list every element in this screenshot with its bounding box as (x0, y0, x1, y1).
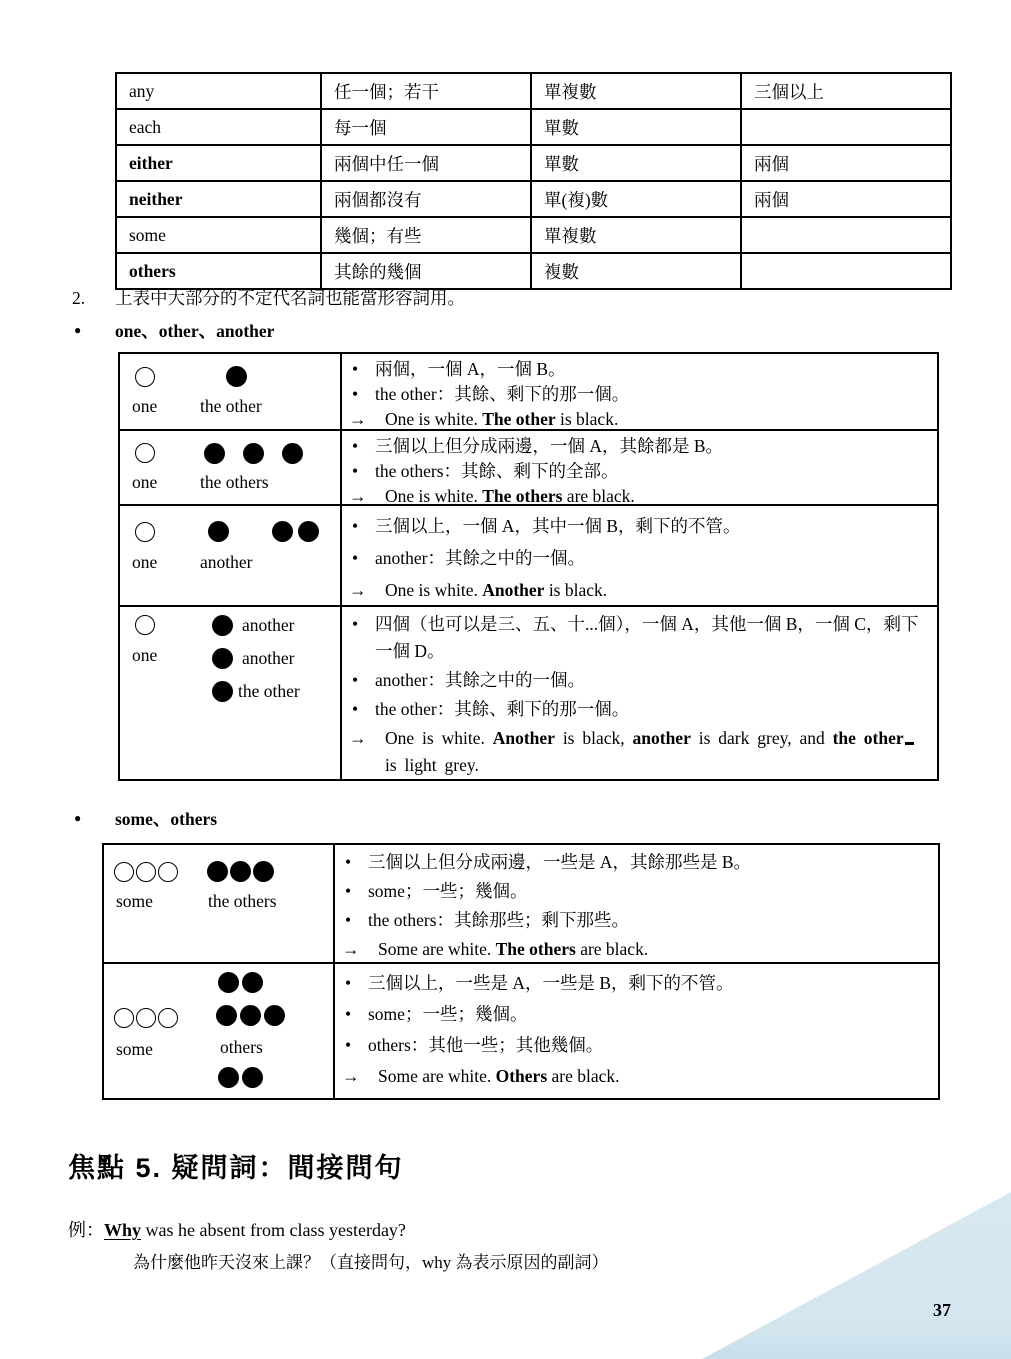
section-title-some-others (74, 806, 217, 831)
table-row (104, 845, 938, 964)
black-dot-icon (218, 972, 239, 993)
bullet-icon: • (352, 699, 359, 719)
bullet-icon: • (352, 670, 359, 690)
bullet-line (352, 434, 931, 459)
black-dot-icon (243, 443, 264, 464)
pronoun-scope: 兩個 (741, 181, 951, 217)
pronoun-meaning: 其餘的幾個 (321, 253, 531, 289)
white-circle-icon (135, 615, 155, 635)
arrow-icon: → (349, 486, 367, 504)
sentence-segment: One is white. (385, 728, 493, 748)
sentence-segment: is black, (554, 728, 633, 748)
diagram-label: one (132, 472, 158, 492)
bullet-text: another：其餘之中的一個。 (375, 670, 585, 690)
bullet-line (345, 849, 932, 876)
pronoun-word: some (116, 217, 321, 253)
explanation-cell (342, 354, 937, 429)
black-dot-icon (212, 648, 233, 669)
bullet-icon: • (352, 516, 359, 536)
pronoun-number: 單複數 (531, 73, 741, 109)
example-translation: 為什麼他昨天沒來上課？（直接問句，why 為表示原因的副詞） (133, 1253, 609, 1272)
arrow-line (349, 407, 931, 429)
pronoun-number: 複數 (531, 253, 741, 289)
diagram-cell (104, 964, 335, 1098)
black-dot-icon (230, 861, 251, 882)
black-dot-icon (204, 443, 225, 464)
indefinite-pronoun-table (115, 72, 952, 290)
black-dot-icon (212, 615, 233, 636)
bullet-text: some；一些；幾個。 (368, 1004, 528, 1024)
corner-decoration (620, 1185, 1011, 1359)
white-circle-icon (114, 862, 134, 882)
bullet-line (352, 546, 931, 571)
white-circle-icon (114, 1008, 134, 1028)
bullet-text: the others：其餘、剩下的全部。 (375, 461, 619, 481)
bullet-line (345, 1031, 932, 1059)
explanation-cell (342, 607, 937, 779)
black-dot-icon (242, 1067, 263, 1088)
bullet-text: 三個以上但分成兩邊，一個 A，其餘都是 B。 (375, 436, 724, 456)
list-bullet-icon: ● (74, 323, 82, 337)
diagram-label: some (116, 1039, 153, 1059)
black-dot-icon (242, 972, 263, 993)
white-circle-icon (136, 862, 156, 882)
pronoun-meaning: 兩個都沒有 (321, 181, 531, 217)
one-other-another-table (118, 352, 939, 781)
bullet-icon: • (352, 614, 359, 634)
diagram-label: some (116, 891, 153, 911)
table-row (116, 253, 951, 289)
bullet-line (352, 611, 931, 665)
bullet-line (345, 1000, 932, 1028)
black-dot-icon (218, 1067, 239, 1088)
arrow-icon: → (349, 409, 367, 429)
sentence-segment: Some are white. (378, 1066, 496, 1086)
table-row (116, 109, 951, 145)
white-circle-icon (135, 443, 155, 463)
diagram-label: the other (200, 396, 262, 416)
example-sentence (385, 725, 931, 779)
black-dot-icon (298, 521, 319, 542)
bullet-icon: • (345, 910, 352, 930)
pronoun-scope (741, 109, 951, 145)
bullet-text: the other：其餘、剩下的那一個。 (375, 384, 630, 404)
diagram-label: another (242, 648, 295, 668)
table-row (116, 181, 951, 217)
sentence-segment: is dark grey, and (690, 728, 833, 748)
bullet-icon: • (352, 548, 359, 568)
sentence-segment: is black. (555, 409, 619, 429)
pronoun-word: either (116, 145, 321, 181)
diagram-label: one (132, 645, 158, 665)
black-dot-icon (207, 861, 228, 882)
bullet-icon: • (352, 359, 359, 379)
sentence-segment: are black. (547, 1066, 620, 1086)
explanation-cell (342, 506, 937, 605)
black-dot-icon (264, 1005, 285, 1026)
black-dot-icon (216, 1005, 237, 1026)
diagram-label: the others (200, 472, 269, 492)
table-row (116, 145, 951, 181)
arrow-line (349, 484, 931, 504)
explanation-cell (342, 431, 937, 504)
pronoun-word: each (116, 109, 321, 145)
arrow-line (342, 1062, 932, 1090)
sentence-segment-bold: Another (492, 728, 555, 748)
diagram-label: another (242, 615, 295, 635)
explanation-cell (335, 845, 938, 962)
bullet-line (352, 514, 931, 539)
diagram-label: the other (238, 681, 300, 701)
table-row (104, 964, 938, 1098)
bullet-icon: • (345, 881, 352, 901)
example-sentence (385, 484, 931, 504)
bullet-line (352, 667, 931, 694)
pronoun-number: 單(複)數 (531, 181, 741, 217)
bullet-text: 三個以上但分成兩邊，一些是 A，其餘那些是 B。 (368, 852, 752, 872)
sentence-segment-bold: The others (495, 939, 576, 959)
note-text: 上表中大部分的不定代名詞也能當形容詞用。 (115, 288, 465, 308)
arrow-line (349, 578, 931, 603)
note-number: 2. (72, 288, 86, 308)
section-title-one-other-another (74, 318, 274, 343)
sentence-segment-bold: another (632, 728, 691, 748)
table-row (120, 354, 937, 431)
underline-artifact (905, 742, 914, 745)
pronoun-word: any (116, 73, 321, 109)
black-dot-icon (253, 861, 274, 882)
sentence-segment: Some are white. (378, 939, 496, 959)
bullet-line (352, 696, 931, 723)
bullet-line (352, 357, 931, 382)
pronoun-scope (741, 217, 951, 253)
table-row (116, 73, 951, 109)
arrow-line (342, 936, 932, 962)
example-sentence (378, 936, 932, 962)
example-prefix: 例： (68, 1220, 104, 1240)
bullet-icon: • (352, 384, 359, 404)
example-rest: was he absent from class yesterday? (141, 1220, 406, 1240)
diagram-label: the others (208, 891, 277, 911)
pronoun-number: 單數 (531, 145, 741, 181)
example-keyword: Why (104, 1220, 142, 1240)
sentence-segment-bold: Others (495, 1066, 548, 1086)
sentence-segment-bold: Another (482, 580, 545, 600)
diagram-cell (104, 845, 335, 962)
pronoun-number: 單複數 (531, 217, 741, 253)
example-sentence (385, 407, 931, 429)
example-line (68, 1216, 406, 1242)
sentence-segment: is light grey. (385, 755, 479, 775)
sentence-segment: One is white. (385, 580, 483, 600)
bullet-line (345, 907, 932, 934)
bullet-icon: • (345, 973, 352, 993)
table-row (120, 607, 937, 779)
diagram-label: another (200, 552, 253, 572)
bullet-line (352, 459, 931, 484)
white-circle-icon (158, 1008, 178, 1028)
white-circle-icon (158, 862, 178, 882)
black-dot-icon (212, 681, 233, 702)
table-row (116, 217, 951, 253)
arrow-icon: → (349, 580, 367, 600)
example-sentence (385, 578, 931, 603)
sentence-segment-bold: the other (832, 728, 904, 748)
some-others-table (102, 843, 940, 1100)
white-circle-icon (136, 1008, 156, 1028)
page-number: 37 (933, 1300, 951, 1320)
section-title-text: some、others (115, 809, 218, 829)
bullet-text: 三個以上，一些是 A，一些是 B，剩下的不管。 (368, 973, 734, 993)
pronoun-meaning: 兩個中任一個 (321, 145, 531, 181)
pronoun-meaning: 每一個 (321, 109, 531, 145)
table-row (120, 431, 937, 506)
focus-heading: 焦點 5. 疑問詞：間接問句 (68, 1153, 404, 1183)
pronoun-scope: 三個以上 (741, 73, 951, 109)
section-title-text: one、other、another (115, 321, 275, 341)
example-sentence (378, 1062, 932, 1090)
list-bullet-icon: ● (74, 811, 82, 825)
arrow-icon: → (342, 939, 360, 959)
bullet-line (345, 878, 932, 905)
bullet-line (345, 969, 932, 997)
bullet-icon: • (345, 1035, 352, 1055)
white-circle-icon (135, 522, 155, 542)
table-row (120, 506, 937, 607)
explanation-cell (335, 964, 938, 1098)
arrow-icon: → (342, 1066, 360, 1086)
pronoun-word: others (116, 253, 321, 289)
pronoun-meaning: 幾個；有些 (321, 217, 531, 253)
bullet-text: the others：其餘那些；剩下那些。 (368, 910, 630, 930)
black-dot-icon (272, 521, 293, 542)
diagram-cell (120, 354, 342, 429)
sentence-segment: is black. (544, 580, 608, 600)
sentence-segment-bold: The other (482, 409, 556, 429)
white-circle-icon (135, 367, 155, 387)
pronoun-meaning: 任一個；若干 (321, 73, 531, 109)
bullet-icon: • (345, 852, 352, 872)
sentence-segment: are black. (575, 939, 649, 959)
diagram-label: others (220, 1037, 263, 1057)
bullet-text: the other：其餘、剩下的那一個。 (375, 699, 630, 719)
diagram-cell (120, 506, 342, 605)
diagram-label: one (132, 552, 158, 572)
bullet-icon: • (352, 436, 359, 456)
diagram-cell (120, 431, 342, 504)
black-dot-icon (282, 443, 303, 464)
sentence-segment: One is white. (385, 486, 483, 504)
bullet-line (352, 382, 931, 407)
arrow-icon: → (349, 728, 367, 748)
pronoun-scope (741, 253, 951, 289)
bullet-text: some；一些；幾個。 (368, 881, 528, 901)
pronoun-number: 單數 (531, 109, 741, 145)
bullet-text: 兩個，一個 A，一個 B。 (375, 359, 566, 379)
sentence-segment: One is white. (385, 409, 483, 429)
arrow-line (349, 725, 931, 779)
black-dot-icon (226, 366, 247, 387)
bullet-icon: • (352, 461, 359, 481)
diagram-label: one (132, 396, 158, 416)
bullet-text: others：其他一些；其他幾個。 (368, 1035, 604, 1055)
bullet-icon: • (345, 1004, 352, 1024)
bullet-text: another：其餘之中的一個。 (375, 548, 585, 568)
diagram-cell (120, 607, 342, 779)
sentence-segment: are black. (562, 486, 635, 504)
pronoun-scope: 兩個 (741, 145, 951, 181)
bullet-text: 四個（也可以是三、五、十...個），一個 A，其他一個 B，一個 C，剩下一個 D。 (375, 614, 919, 661)
black-dot-icon (240, 1005, 261, 1026)
sentence-segment-bold: The others (482, 486, 563, 504)
bullet-text: 三個以上，一個 A，其中一個 B，剩下的不管。 (375, 516, 741, 536)
note-line (72, 287, 465, 309)
black-dot-icon (208, 521, 229, 542)
pronoun-word: neither (116, 181, 321, 217)
